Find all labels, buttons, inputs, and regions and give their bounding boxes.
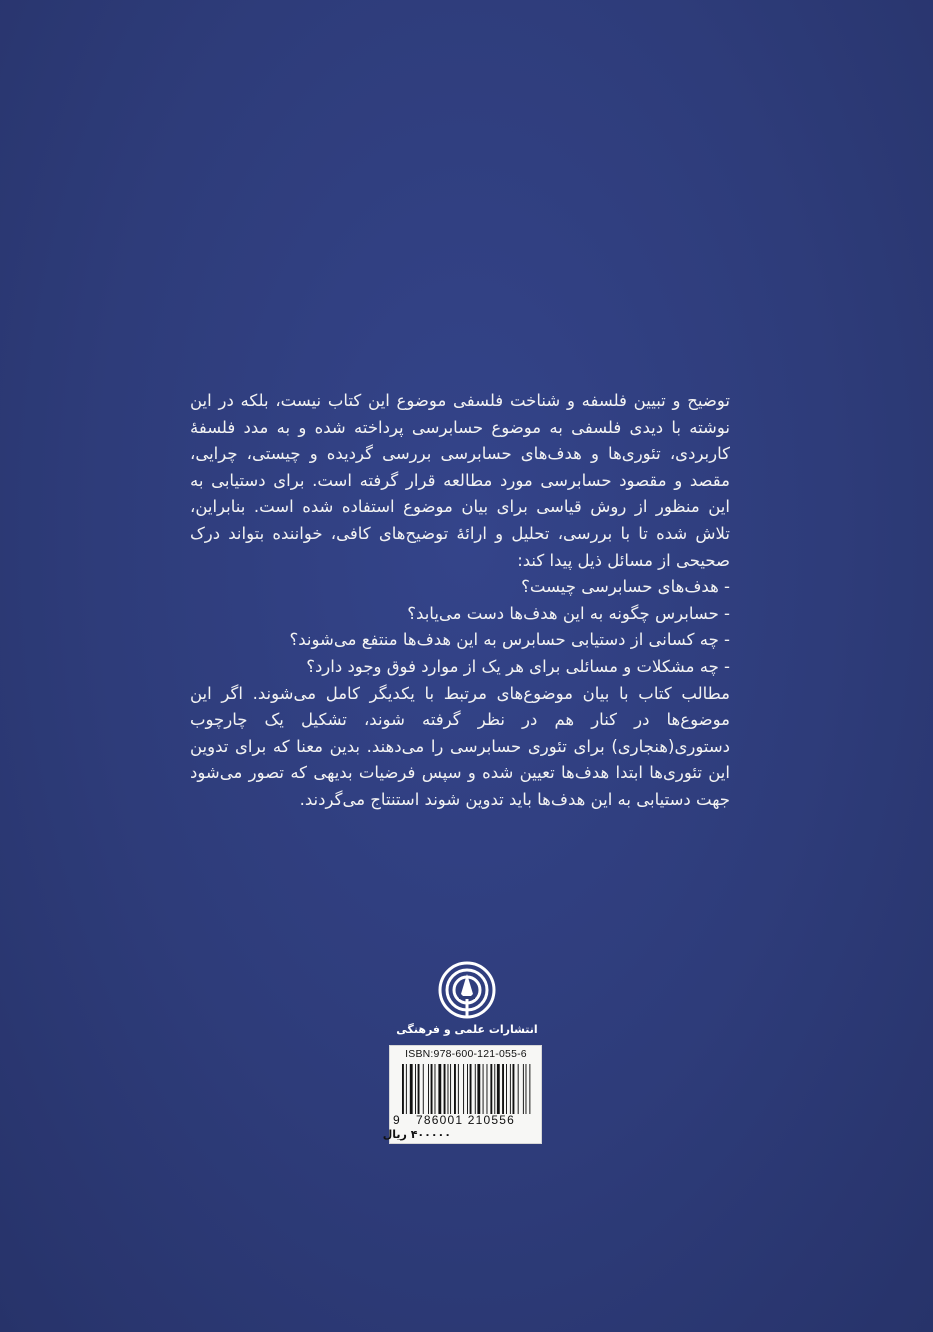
barcode-bar — [415, 1064, 416, 1114]
barcode-bar — [483, 1064, 484, 1114]
barcode-bar — [467, 1064, 468, 1114]
barcode-bar — [477, 1064, 480, 1114]
barcode-bar — [502, 1064, 504, 1114]
barcode-bar — [454, 1064, 456, 1114]
barcode-number: 786001 210556 — [416, 1113, 516, 1127]
barcode-bar — [497, 1064, 500, 1114]
publisher-name: انتشارات علمی و فرهنگی — [396, 1023, 538, 1036]
barcode-bar — [444, 1064, 446, 1114]
barcode-bar — [513, 1064, 515, 1114]
barcode-bar — [494, 1064, 495, 1114]
back-cover-blurb — [190, 388, 730, 814]
blurb-question-list — [190, 574, 730, 680]
barcode-bar — [450, 1064, 451, 1114]
barcode-bar — [475, 1064, 476, 1114]
barcode-bar — [428, 1064, 429, 1114]
publisher-emblem-icon — [437, 960, 497, 1020]
barcode-bar — [506, 1064, 507, 1114]
blurb-question: - چه کسانی از دستیابی حسابرس به این هدف‌ها منتفع می‌شوند؟ — [190, 627, 730, 654]
blurb-question: - حسابرس چگونه به این هدف‌ها دست می‌یابد؟ — [190, 601, 730, 628]
barcode-bar — [435, 1064, 436, 1114]
barcode-bar — [438, 1064, 441, 1114]
barcode — [402, 1064, 532, 1114]
blurb-question: - چه مشکلات و مسائلی برای هر یک از موارد فوق وجود دارد؟ — [190, 654, 730, 681]
isbn-barcode-label — [382, 1045, 542, 1144]
barcode-bar — [490, 1064, 492, 1114]
isbn-text: ISBN:978-600-121-055-6 — [405, 1048, 527, 1060]
barcode-bar — [406, 1064, 407, 1114]
barcode-bar — [526, 1064, 527, 1114]
barcode-bar — [423, 1064, 424, 1114]
barcode-bar — [448, 1064, 449, 1114]
barcode-bar — [418, 1064, 420, 1114]
barcode-bar — [470, 1064, 472, 1114]
barcode-bar — [402, 1064, 404, 1114]
barcode-bar — [410, 1064, 413, 1114]
barcode-bar — [458, 1064, 459, 1114]
barcode-bar — [523, 1064, 524, 1114]
barcode-bar — [487, 1064, 488, 1114]
blurb-question: - هدف‌های حسابرسی چیست؟ — [190, 574, 730, 601]
barcode-bar — [431, 1064, 433, 1114]
blurb-paragraph-1: توضیح و تبیین فلسفه و شناخت فلسفی موضوع این کتاب نیست، بلکه در این نوشته با دیدی فلسفی به موضوع حسابرسی پرداخته شده و به مدد فلسفهٔ کاربردی، تئوری‌ها و هدف‌های حسابرسی بررسی گردیده و چیستی، چرایی، مقصد و مقصود حسابرسی مورد مطالعه قرار گرفته است. برای دستیابی به این منظور از روش قیاسی برای بیان موضوع استفاده شده است. بنابراین، تلاش شده تا با بررسی، تحلیل و ارائهٔ توضیح‌های کافی، خواننده بتواند درک صحیحی از مسائل ذیل پیدا کند: — [190, 391, 730, 570]
barcode-lead-digit: 9 — [393, 1113, 401, 1127]
price-label: ۴۰۰۰۰۰ ریال — [382, 1128, 451, 1141]
barcode-bar — [529, 1064, 530, 1114]
blurb-paragraph-2: مطالب کتاب با بیان موضوع‌های مرتبط با یکدیگر کامل می‌شوند. اگر این موضوع‌ها در کنار هم در نظر گرفته شوند، تشکیل یک چارچوب دستوری(هنجاری) برای تئوری حسابرسی را می‌دهند. بدین معنا که برای تدوین این تئوری‌ها ابتدا هدف‌ها تعیین شده و سپس فرضیات بدیهی که تصور می‌شود جهت دستیابی به این هدف‌ها باید تدوین شوند استنتاج می‌گردند. — [190, 683, 730, 809]
barcode-bar — [518, 1064, 519, 1114]
barcode-bar — [463, 1064, 464, 1114]
barcode-bar — [510, 1064, 511, 1114]
